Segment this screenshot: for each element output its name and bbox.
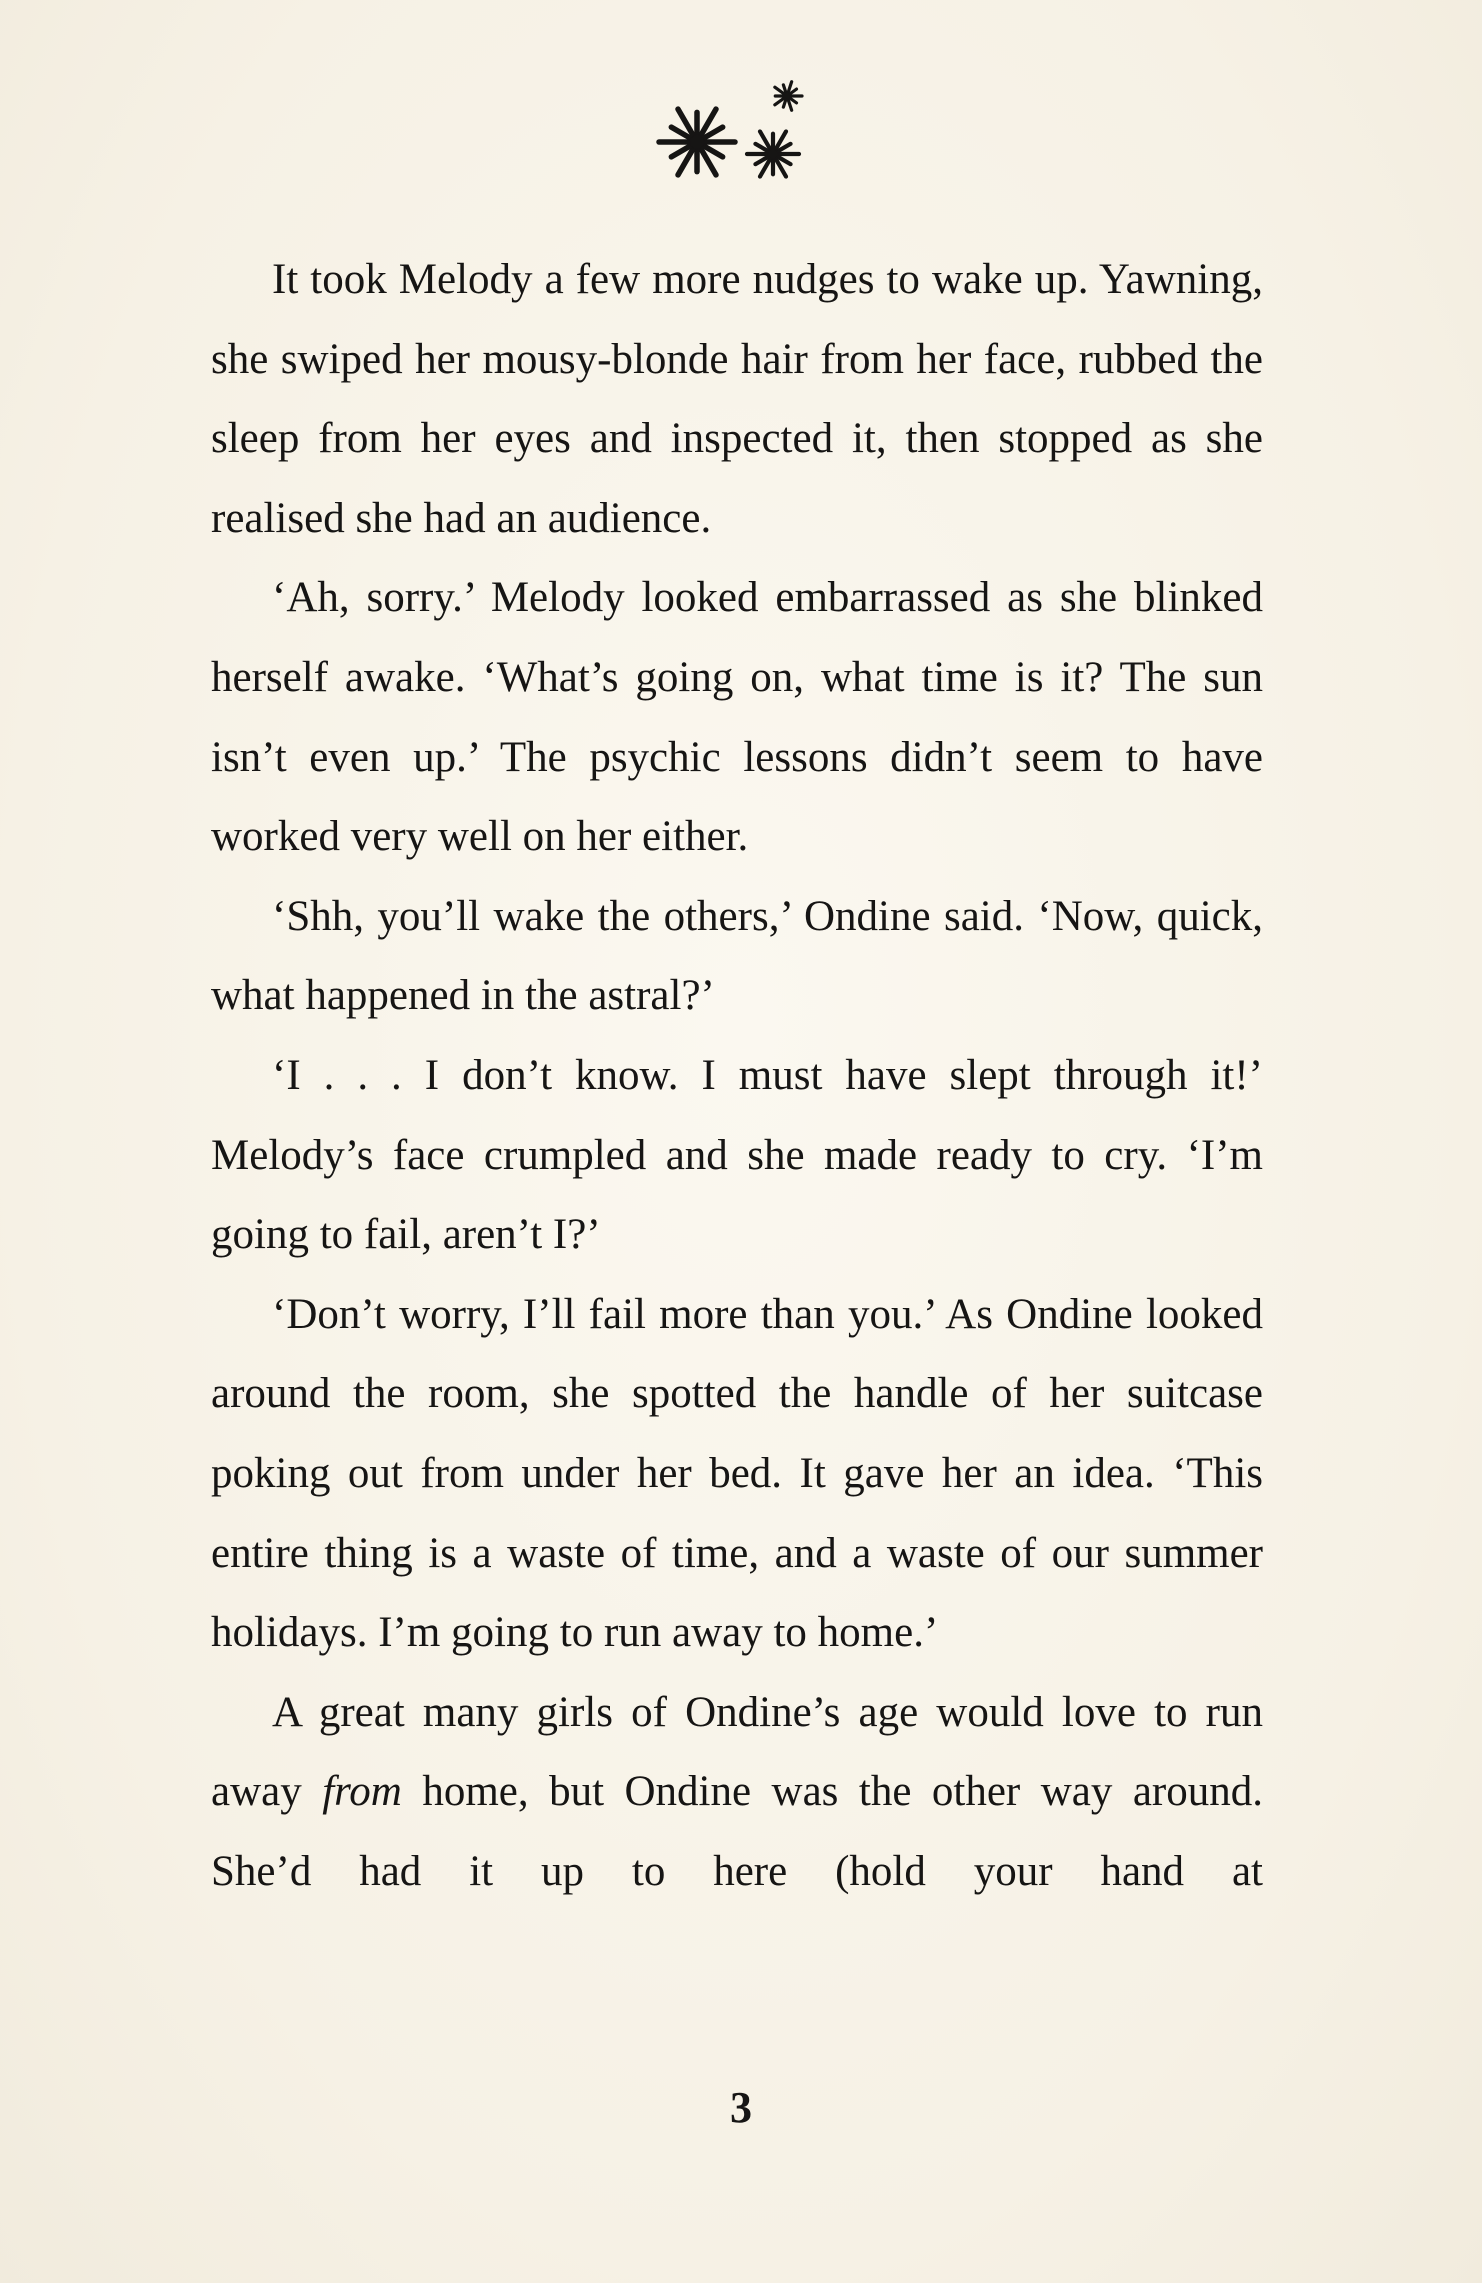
star-1	[659, 109, 735, 175]
paragraph-6	[211, 1673, 1263, 1912]
paragraph-6-emphasis: from	[322, 1768, 402, 1816]
page-number: 3	[730, 2083, 752, 2132]
body-text	[211, 240, 1263, 1911]
paragraph-3: ‘Shh, you’ll wake the others,’ Ondine said. ‘Now, quick, what happened in the astral?’	[211, 892, 1263, 1020]
paragraph-2: ‘Ah, sorry.’ Melody looked embarrassed as she blinked herself awake. ‘What’s going on, what time is it? The sun isn’t even up.’ The psychic lessons didn’t seem to have worked very well on her either.	[211, 574, 1263, 861]
three-stars-icon	[655, 72, 825, 202]
star-3	[775, 82, 802, 111]
star-2	[747, 131, 799, 176]
paragraph-5: ‘Don’t worry, I’ll fail more than you.’ As Ondine looked around the room, she spotted the handle of her suitcase poking out from under her bed. It gave her an idea. ‘This entire thing is a waste of time, and a waste of our summer holidays. I’m going to run away to home.’	[211, 1290, 1263, 1657]
paragraph-1: It took Melody a few more nudges to wake up. Yawning, she swiped her mousy-blonde hair from her face, rubbed the sleep from her eyes and inspected it, then stopped as she realised she had an audience.	[211, 256, 1263, 542]
paragraph-4: ‘I . . . I don’t know. I must have slept through it!’ Melody’s face crumpled and she made ready to cry. ‘I’m going to fail, aren’t I?’	[211, 1051, 1263, 1259]
paragraph-6-after: home, but Ondine was the other way around. She’d had it up to here (hold your hand at	[211, 1768, 1263, 1895]
paragraph-6-before: A great many girls of Ondine’s age would love to run away	[211, 1688, 1263, 1816]
